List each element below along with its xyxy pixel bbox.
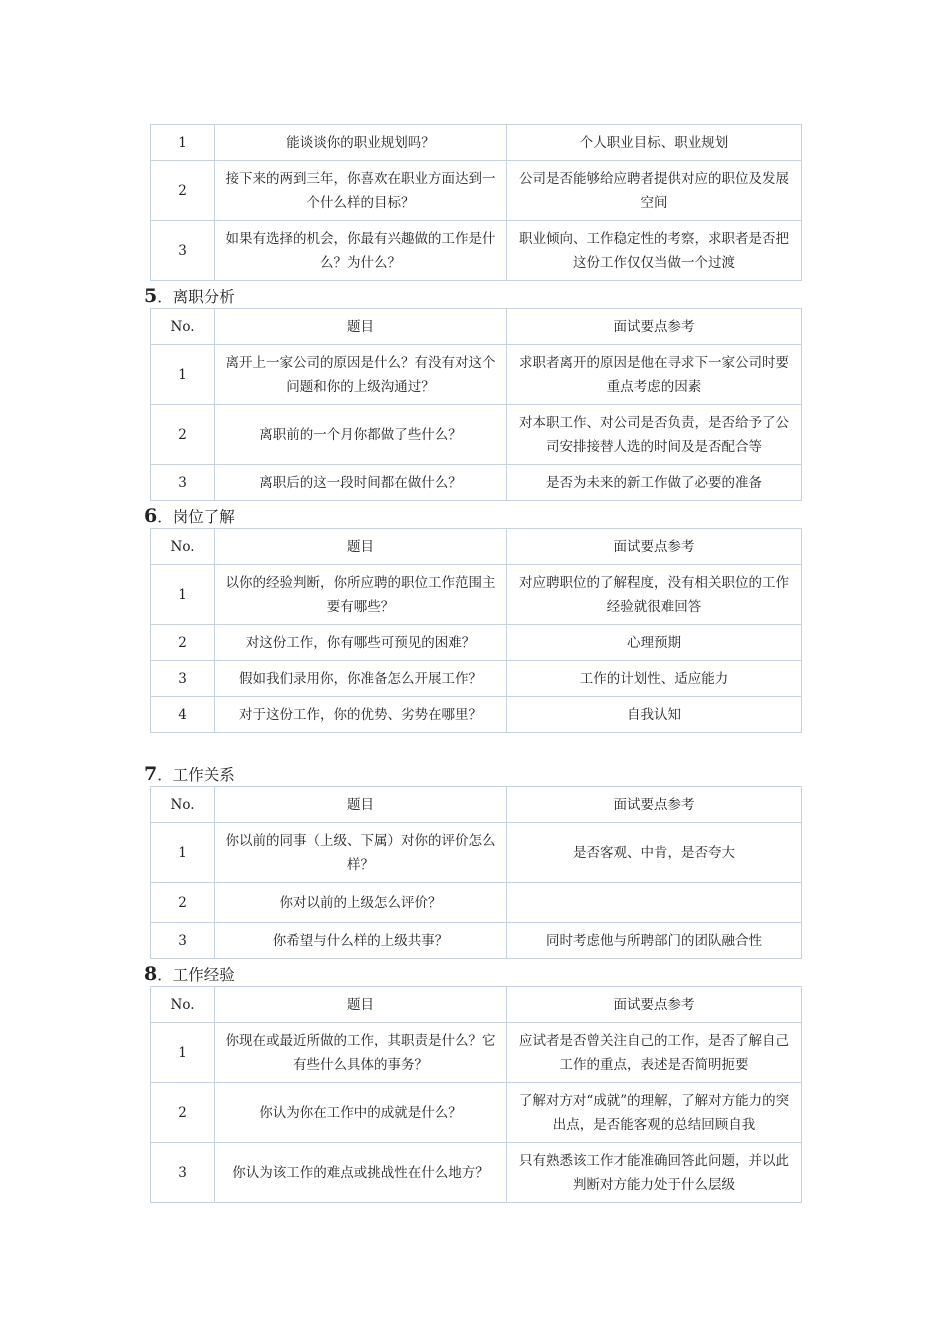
- reference-cell: 工作的计划性、适应能力: [507, 661, 802, 697]
- table-row: [151, 221, 802, 281]
- row-number: 3: [151, 465, 215, 501]
- question-cell: 你对以前的上级怎么评价？: [215, 883, 507, 923]
- row-number: 1: [151, 1023, 215, 1083]
- header-no: No.: [151, 309, 215, 345]
- reference-cell: 是否为未来的新工作做了必要的准备: [507, 465, 802, 501]
- question-cell: 你认为该工作的难点或挑战性在什么地方？: [215, 1143, 507, 1203]
- section-number: 8: [144, 963, 158, 985]
- header-question: 题目: [215, 529, 507, 565]
- work-experience-table: [150, 986, 802, 1203]
- question-cell: 你希望与什么样的上级共事？: [215, 923, 507, 959]
- question-cell: 接下来的两到三年，你喜欢在职业方面达到一个什么样的目标？: [215, 161, 507, 221]
- table-row: [151, 923, 802, 959]
- table-row: [151, 625, 802, 661]
- header-no: No.: [151, 787, 215, 823]
- section-title: 离职分析: [172, 288, 235, 306]
- reference-cell: 应试者是否曾关注自己的工作，是否了解自己工作的重点，表述是否简明扼要: [507, 1023, 802, 1083]
- header-reference: 面试要点参考: [507, 309, 802, 345]
- reference-cell: 是否客观、中肯，是否夸大: [507, 823, 802, 883]
- header-question: 题目: [215, 309, 507, 345]
- question-cell: 如果有选择的机会，你最有兴趣做的工作是什么？为什么？: [215, 221, 507, 281]
- question-cell: 你认为你在工作中的成就是什么？: [215, 1083, 507, 1143]
- question-cell: 离开上一家公司的原因是什么？有没有对这个问题和你的上级沟通过？: [215, 345, 507, 405]
- row-number: 2: [151, 625, 215, 661]
- row-number: 2: [151, 1083, 215, 1143]
- header-no: No.: [151, 987, 215, 1023]
- table-header-row: [151, 987, 802, 1023]
- table-header-row: [151, 529, 802, 565]
- table-row: [151, 697, 802, 733]
- table-row: [151, 1143, 802, 1203]
- table-row: [151, 405, 802, 465]
- section-heading-work-experience: 8 ． 工作经验: [144, 963, 235, 985]
- row-number: 3: [151, 1143, 215, 1203]
- reference-cell: [507, 883, 802, 923]
- row-number: 1: [151, 125, 215, 161]
- question-cell: 离职后的这一段时间都在做什么？: [215, 465, 507, 501]
- reference-cell: 了解对方对“成就”的理解，了解对方能力的突出点，是否能客观的总结回顾自我: [507, 1083, 802, 1143]
- career-planning-table: [150, 124, 802, 281]
- reference-cell: 公司是否能够给应聘者提供对应的职位及发展空间: [507, 161, 802, 221]
- question-cell: 假如我们录用你，你准备怎么开展工作？: [215, 661, 507, 697]
- reference-cell: 只有熟悉该工作才能准确回答此问题，并以此判断对方能力处于什么层级: [507, 1143, 802, 1203]
- row-number: 3: [151, 221, 215, 281]
- reference-cell: 同时考虑他与所聘部门的团队融合性: [507, 923, 802, 959]
- reference-cell: 心理预期: [507, 625, 802, 661]
- table-row: [151, 823, 802, 883]
- section-number: 7: [144, 763, 158, 785]
- table-row: [151, 661, 802, 697]
- table-row: [151, 345, 802, 405]
- row-number: 2: [151, 161, 215, 221]
- document-page: [144, 124, 801, 1203]
- row-number: 1: [151, 565, 215, 625]
- table-row: [151, 565, 802, 625]
- spacer: [150, 733, 801, 759]
- table-row: [151, 1023, 802, 1083]
- table-row: [151, 883, 802, 923]
- reference-cell: 职业倾向、工作稳定性的考察，求职者是否把这份工作仅仅当做一个过渡: [507, 221, 802, 281]
- row-number: 4: [151, 697, 215, 733]
- header-reference: 面试要点参考: [507, 787, 802, 823]
- table-row: [151, 125, 802, 161]
- header-reference: 面试要点参考: [507, 987, 802, 1023]
- job-understanding-table: [150, 528, 802, 733]
- work-relationships-table: [150, 786, 802, 959]
- question-cell: 对于这份工作，你的优势、劣势在哪里？: [215, 697, 507, 733]
- table-row: [151, 161, 802, 221]
- header-no: No.: [151, 529, 215, 565]
- row-number: 2: [151, 405, 215, 465]
- section-number: 5: [144, 285, 158, 307]
- header-reference: 面试要点参考: [507, 529, 802, 565]
- row-number: 3: [151, 923, 215, 959]
- question-cell: 离职前的一个月你都做了些什么？: [215, 405, 507, 465]
- question-cell: 你以前的同事（上级、下属）对你的评价怎么样？: [215, 823, 507, 883]
- reference-cell: 自我认知: [507, 697, 802, 733]
- header-question: 题目: [215, 987, 507, 1023]
- table-row: [151, 465, 802, 501]
- header-question: 题目: [215, 787, 507, 823]
- reference-cell: 对本职工作、对公司是否负责，是否给予了公司安排接替人选的时间及是否配合等: [507, 405, 802, 465]
- table-header-row: [151, 787, 802, 823]
- reference-cell: 求职者离开的原因是他在寻求下一家公司时要重点考虑的因素: [507, 345, 802, 405]
- section-heading-work-relationships: 7 ． 工作关系: [144, 763, 235, 785]
- question-cell: 对这份工作，你有哪些可预见的困难？: [215, 625, 507, 661]
- question-cell: 以你的经验判断，你所应聘的职位工作范围主要有哪些？: [215, 565, 507, 625]
- section-heading-job-understanding: 6 ． 岗位了解: [144, 505, 235, 527]
- section-title: 岗位了解: [172, 508, 235, 526]
- section-title: 工作关系: [172, 766, 235, 784]
- section-number: 6: [144, 505, 158, 527]
- row-number: 1: [151, 823, 215, 883]
- section-heading-resignation: 5 ． 离职分析: [144, 285, 235, 307]
- row-number: 1: [151, 345, 215, 405]
- question-cell: 你现在或最近所做的工作，其职责是什么？它有些什么具体的事务？: [215, 1023, 507, 1083]
- table-header-row: [151, 309, 802, 345]
- section-title: 工作经验: [172, 966, 235, 984]
- row-number: 3: [151, 661, 215, 697]
- resignation-table: [150, 308, 802, 501]
- reference-cell: 个人职业目标、职业规划: [507, 125, 802, 161]
- question-cell: 能谈谈你的职业规划吗？: [215, 125, 507, 161]
- reference-cell: 对应聘职位的了解程度，没有相关职位的工作经验就很难回答: [507, 565, 802, 625]
- row-number: 2: [151, 883, 215, 923]
- table-row: [151, 1083, 802, 1143]
